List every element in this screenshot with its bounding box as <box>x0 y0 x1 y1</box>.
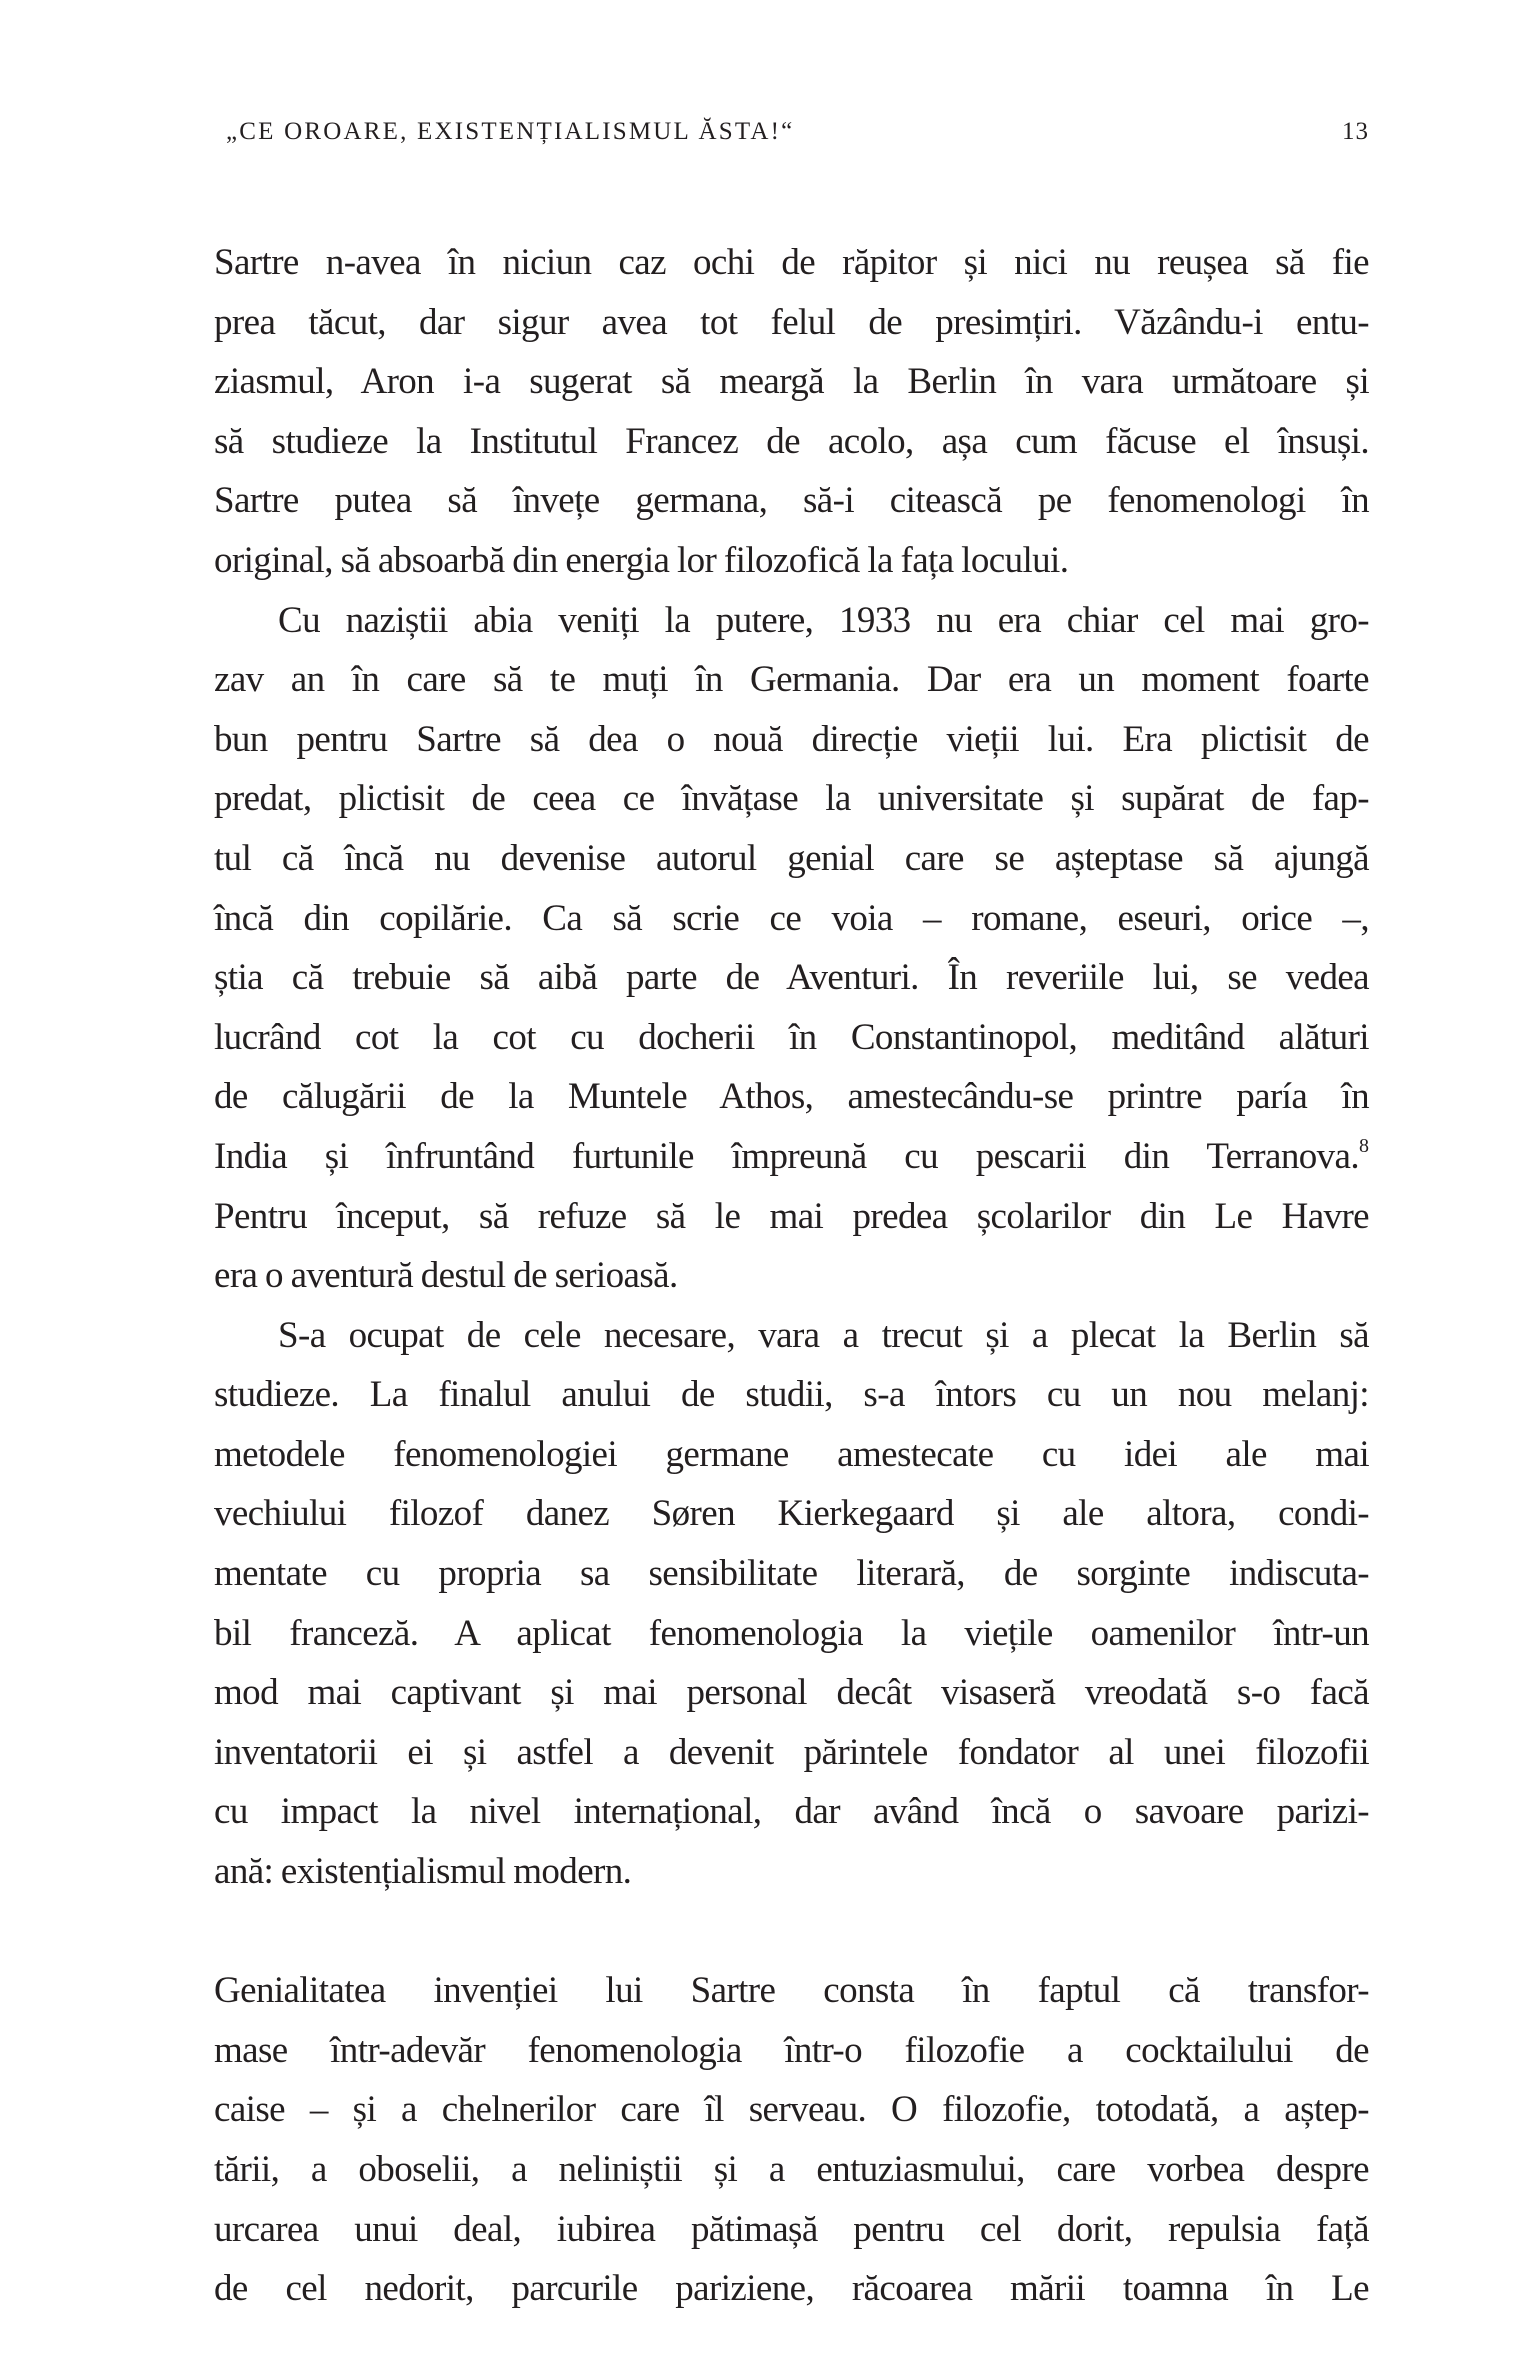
text-line: vechiului filozof danez Søren Kierkegaard și ale altora, condi- <box>214 1493 1369 1535</box>
paragraph <box>214 233 1369 591</box>
text-line-content: India și înfruntând furtunile împreună cu pescarii din Terranova. <box>214 1135 1359 1177</box>
paragraph <box>214 591 1369 1306</box>
text-line: inventatorii ei și astfel a devenit părintele fondator al unei filozofii <box>214 1731 1369 1773</box>
text-line: predat, plictisit de ceea ce învățase la universitate și supărat de fap- <box>214 778 1369 820</box>
running-title: „CE OROARE, EXISTENȚIALISMUL ĂSTA!“ <box>226 118 795 145</box>
text-line: prea tăcut, dar sigur avea tot felul de presimțiri. Văzându-i entu- <box>214 301 1369 343</box>
footnote-reference[interactable]: 8 <box>1359 1134 1369 1157</box>
text-line: cu impact la nivel internațional, dar având încă o savoare parizi- <box>214 1791 1369 1833</box>
body-text <box>214 233 1369 2319</box>
text-line: original, să absoarbă din energia lor filozofică la fața locului. <box>214 539 1069 581</box>
running-header <box>226 118 1369 158</box>
text-line: știa că trebuie să aibă parte de Aventuri. În reveriile lui, se vedea <box>214 957 1369 999</box>
text-line-with-footnote <box>214 1127 1369 1187</box>
text-line: de cel nedorit, parcurile pariziene, răcoarea mării toamna în Le <box>214 2268 1369 2310</box>
text-line: bil franceză. A aplicat fenomenologia la viețile oamenilor într-un <box>214 1612 1369 1654</box>
text-line: urcarea unui deal, iubirea pătimașă pentru cel dorit, repulsia față <box>214 2208 1369 2250</box>
text-line: caise – și a chelnerilor care îl serveau. O filozofie, totodată, a aștep- <box>214 2089 1369 2131</box>
text-line: tării, a oboselii, a neliniștii și a entuziasmului, care vorbea despre <box>214 2149 1369 2190</box>
text-line: Sartre n-avea în niciun caz ochi de răpitor și nici nu reușea să fie <box>214 242 1369 283</box>
text-line: mase într-adevăr fenomenologia într-o filozofie a cocktailului de <box>214 2029 1369 2071</box>
text-line: mod mai captivant și mai personal decât visaseră vreodată s-o facă <box>214 1672 1369 1714</box>
text-line: Genialitatea invenției lui Sartre consta în faptul că transfor- <box>214 1970 1369 2012</box>
text-line: bun pentru Sartre să dea o nouă direcție vieții lui. Era plictisit de <box>214 718 1369 760</box>
text-line: de călugării de la Muntele Athos, amestecându-se printre paría în <box>214 1076 1369 1118</box>
text-line: tul că încă nu devenise autorul genial care se așteptase să ajungă <box>214 837 1369 879</box>
text-line: Sartre putea să învețe germana, să-i citească pe fenomenologi în <box>214 480 1369 522</box>
text-line: metodele fenomenologiei germane amestecate cu idei ale mai <box>214 1433 1369 1475</box>
text-line: Cu naziștii abia veniți la putere, 1933 nu era chiar cel mai gro- <box>278 599 1369 641</box>
text-line: încă din copilărie. Ca să scrie ce voia – romane, eseuri, orice –, <box>214 897 1369 939</box>
text-line: ziasmul, Aron i-a sugerat să meargă la Berlin în vara următoare și <box>214 361 1369 403</box>
section-break <box>214 1902 1369 1962</box>
text-line: mentate cu propria sa sensibilitate literară, de sorginte indiscuta- <box>214 1553 1369 1595</box>
text-line: Pentru început, să refuze să le mai predea școlarilor din Le Havre <box>214 1195 1369 1237</box>
text-line: ană: existențialismul modern. <box>214 1851 632 1893</box>
text-line: S-a ocupat de cele necesare, vara a trecut și a plecat la Berlin să <box>278 1314 1369 1356</box>
text-line: să studieze la Institutul Francez de acolo, așa cum făcuse el însuși. <box>214 420 1369 462</box>
text-line: lucrând cot la cot cu docherii în Constantinopol, meditând alături <box>214 1016 1369 1058</box>
text-line: zav an în care să te muți în Germania. Dar era un moment foarte <box>214 659 1369 701</box>
paragraph <box>214 1961 1369 2319</box>
text-line: era o aventură destul de serioasă. <box>214 1255 678 1297</box>
paragraph <box>214 1306 1369 1902</box>
text-line: studieze. La finalul anului de studii, s-a întors cu un nou melanj: <box>214 1374 1369 1416</box>
page-number: 13 <box>1342 118 1369 145</box>
